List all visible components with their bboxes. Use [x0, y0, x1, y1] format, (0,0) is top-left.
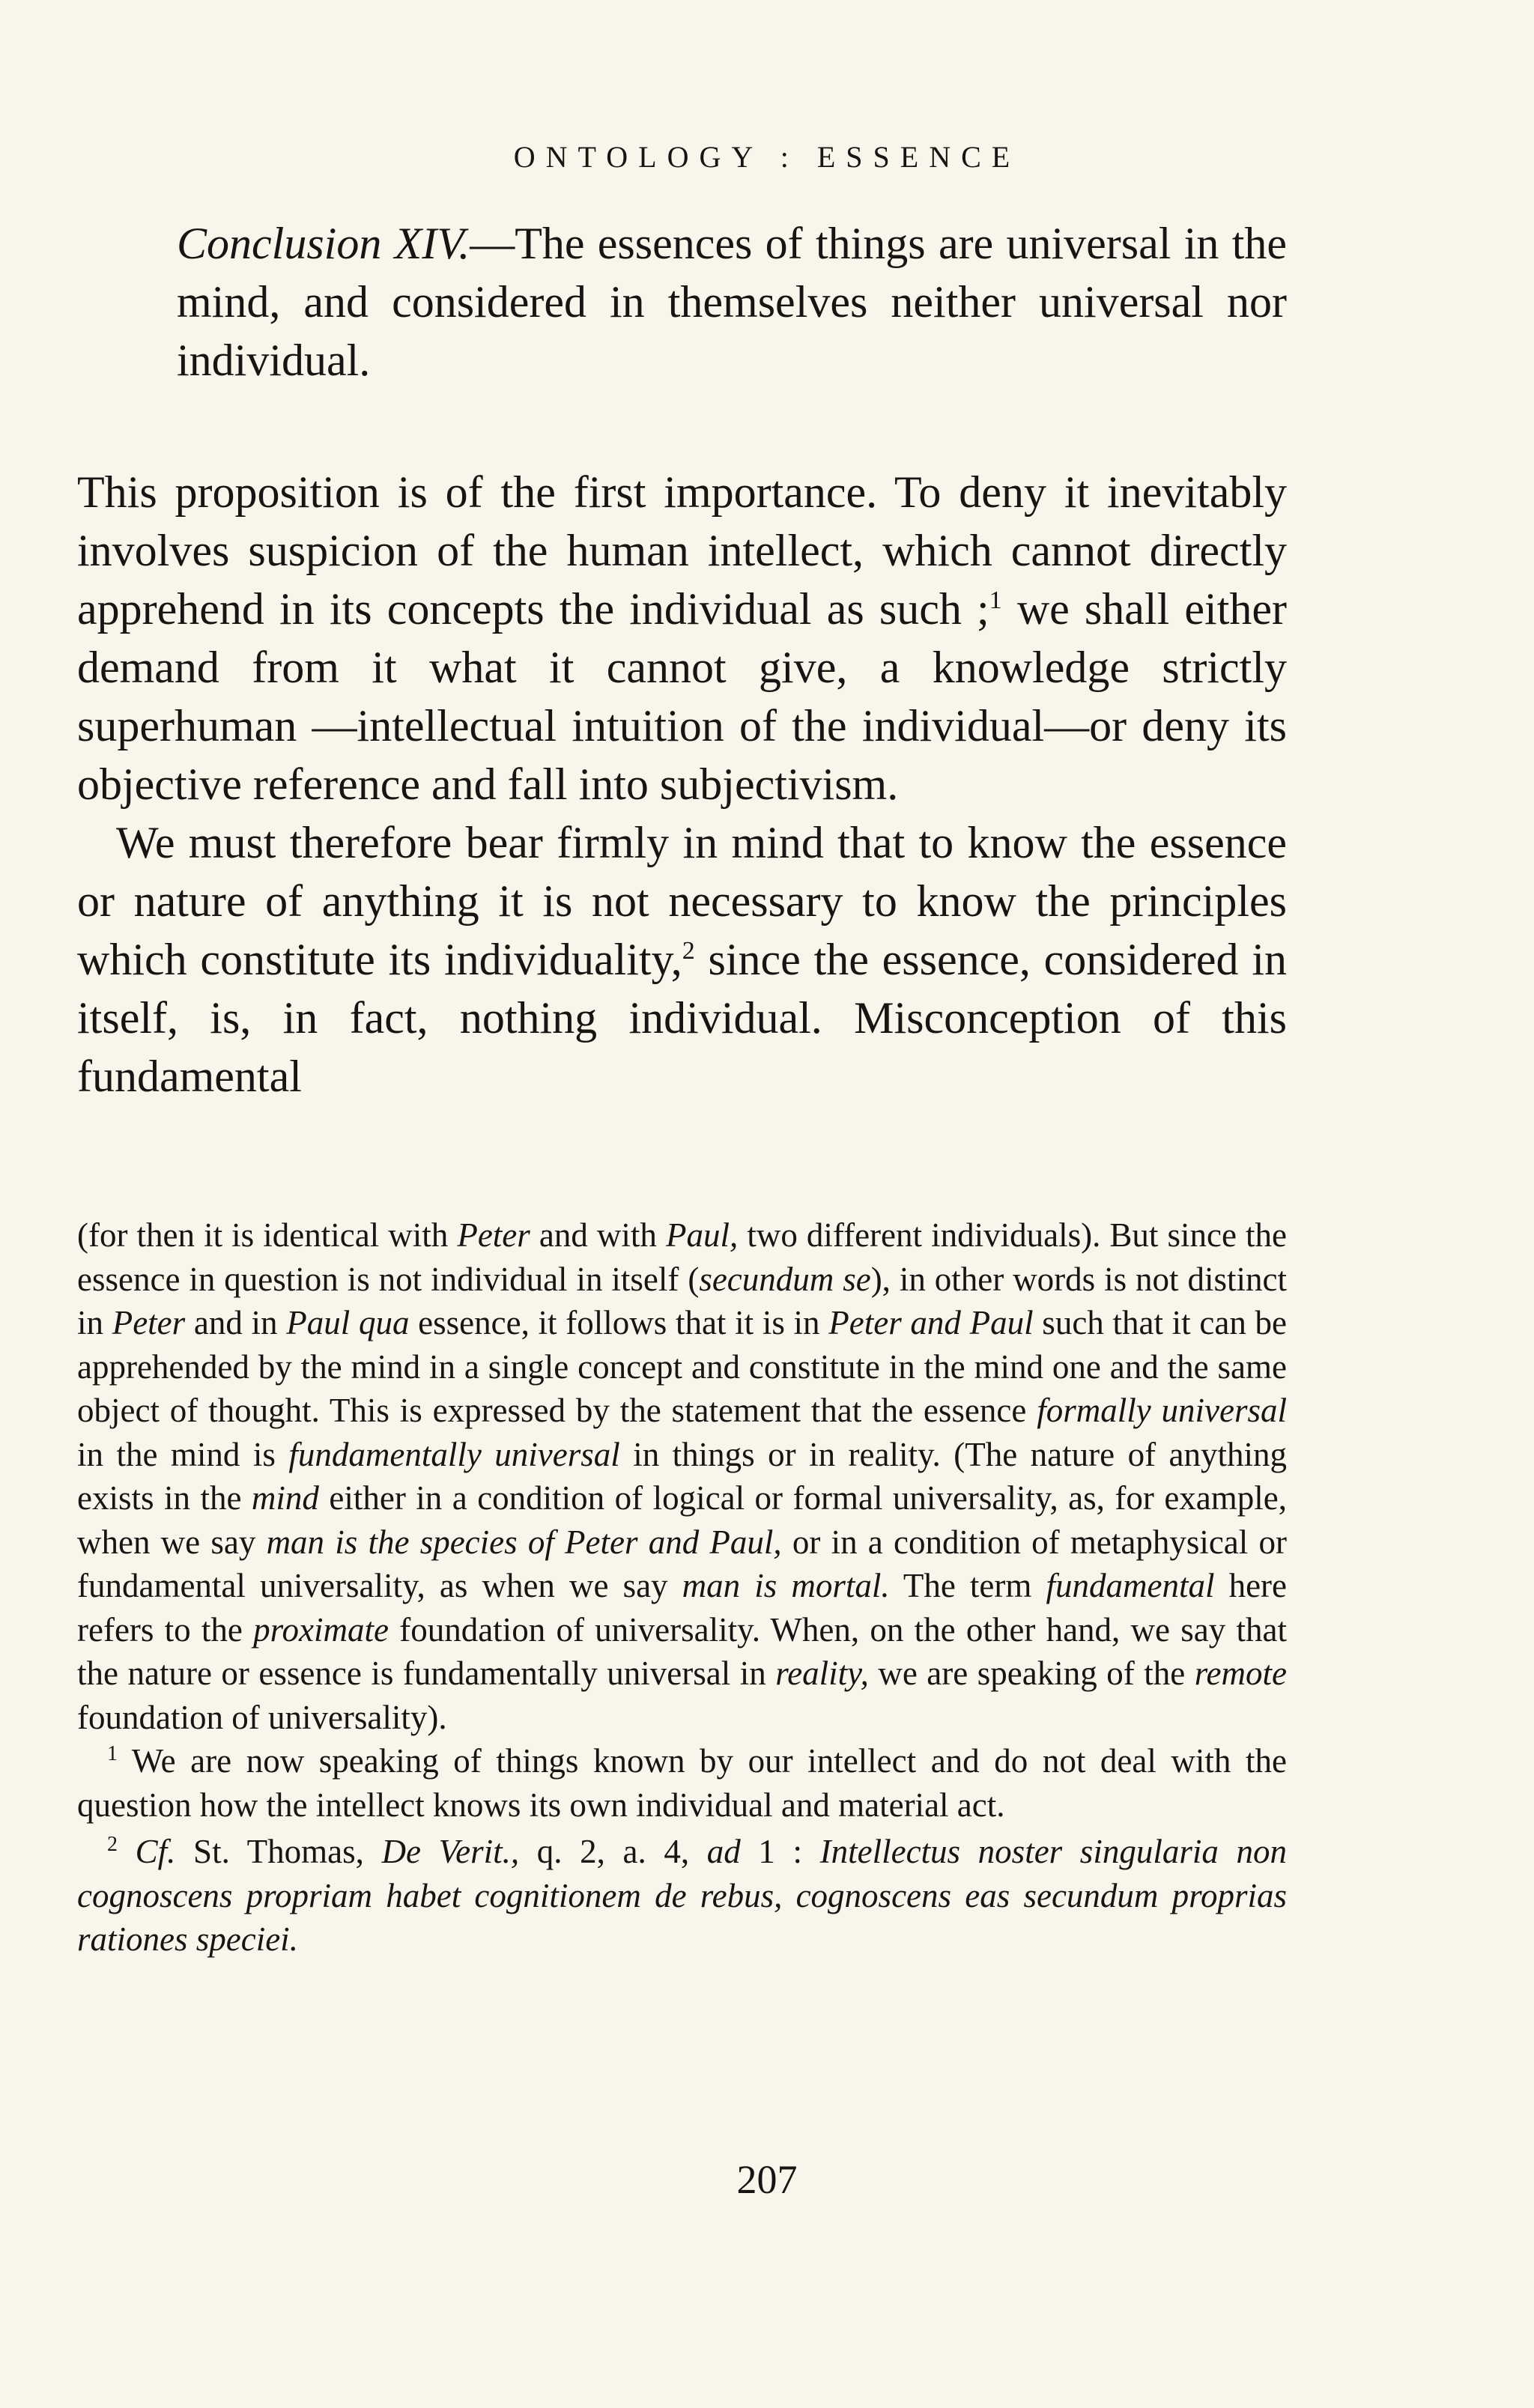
footnote-1	[77, 1739, 1287, 1827]
fn-italic: proximate	[253, 1610, 389, 1649]
fn-italic: fundamentally universal	[288, 1435, 620, 1473]
fn-text: in things or in reality. (The nature of anything exists in the	[77, 1435, 1287, 1517]
fn-text: either in a condition of logical or formal universality, as, for example, when we say	[77, 1479, 1287, 1561]
fn-text: in the mind is	[77, 1435, 289, 1473]
fn-text: essence, it follows that it is in	[409, 1304, 829, 1341]
fn-text: we are speaking of the	[868, 1655, 1195, 1692]
fn-italic: mind	[251, 1479, 319, 1517]
footnote-ref-1: 1	[989, 586, 1002, 614]
fn-italic: Paul,	[666, 1216, 739, 1254]
fn-text: such that it can be apprehended by the mind in a single concept and constitute in the mind one and the same object of thought. This is expressed by the statement that the essence	[77, 1304, 1288, 1429]
fn-text: foundation of universality. When, on the other hand, we say that the nature or essence is fundamentally universal in	[77, 1610, 1287, 1692]
paragraph-2	[77, 813, 1287, 1106]
fn-italic: fundamental	[1046, 1567, 1215, 1604]
fn-text: q. 2, a. 4,	[519, 1833, 707, 1870]
fn-italic: reality,	[775, 1655, 869, 1692]
fn-italic: ad	[706, 1833, 741, 1870]
fn-text: and with	[530, 1216, 667, 1254]
fn-text: (for then it is identical with	[77, 1216, 458, 1254]
fn-italic: Intellectus noster singularia non cognoscens propriam habet cognitionem de rebus, cognoscens eas secundum proprias rationes speciei.	[77, 1833, 1287, 1958]
conclusion-text: —The essences of things are universal in the mind, and considered in themselves neither universal nor individual.	[177, 219, 1288, 385]
paragraph-1-text-b: we shall either demand from it what it cannot give, a knowledge strictly superhuman —intellectual intuition of the individual—or deny its objective reference and fall into subjectivism.	[77, 584, 1287, 809]
fn-text: foundation of universality).	[77, 1698, 447, 1736]
footnote-1-mark: 1	[107, 1742, 118, 1765]
fn-italic: secundum se	[699, 1260, 871, 1298]
fn-italic: man is the species of Peter and Paul,	[266, 1523, 782, 1561]
fn-italic: Peter	[457, 1216, 530, 1254]
footnote-continued	[77, 1213, 1287, 1739]
paragraph-1-text-a: This proposition is of the first importance. To deny it inevitably involves suspicion of the human intellect, which cannot directly apprehend in its concepts the individual as such ;	[77, 467, 1287, 634]
fn-italic: Paul qua	[286, 1304, 410, 1341]
conclusion-statement	[177, 214, 1287, 389]
conclusion-label: Conclusion XIV.	[177, 219, 470, 268]
page-number: 207	[736, 2157, 798, 2202]
fn-text: St. Thomas,	[175, 1833, 382, 1870]
running-head: ONTOLOGY : ESSENCE	[513, 140, 1021, 174]
footnotes	[77, 1213, 1287, 1962]
fn-italic: Peter	[112, 1304, 186, 1341]
fn-text: or in a condition of metaphysical or fundamental universality, as when we say	[77, 1523, 1287, 1604]
footnote-2-mark: 2	[107, 1833, 118, 1856]
paragraph-2-text-b: since the essence, considered in itself, is, in fact, nothing individual. Misconception of this fundamental	[77, 935, 1287, 1101]
paragraph-1	[77, 463, 1287, 813]
fn-italic: man is mortal.	[682, 1567, 890, 1604]
paragraph-2-text-a: We must therefore bear firmly in mind that to know the essence or nature of anything it is not necessary to know the principles which constitute its individuality,	[77, 818, 1287, 984]
footnote-ref-2: 2	[682, 937, 695, 965]
fn-italic: remote	[1194, 1655, 1287, 1692]
fn-text: and in	[185, 1304, 287, 1341]
fn-text: two different individuals). But since the essence in question is not individual in itself (	[77, 1216, 1288, 1298]
fn-text: ), in other words is not distinct in	[77, 1260, 1287, 1341]
fn-text: 1 :	[740, 1833, 820, 1870]
fn-italic: Cf.	[118, 1833, 176, 1870]
fn-italic: Peter and Paul	[828, 1304, 1034, 1341]
footnote-2	[77, 1830, 1287, 1962]
fn-text: here refers to the	[77, 1567, 1288, 1649]
fn-italic: De Verit.,	[381, 1833, 520, 1870]
main-text	[77, 463, 1287, 1106]
fn-italic: formally universal	[1037, 1392, 1287, 1429]
fn-text: The term	[889, 1567, 1046, 1604]
footnote-1-text: We are now speaking of things known by our intellect and do not deal with the question how the intellect knows its own individual and material act.	[77, 1742, 1287, 1824]
